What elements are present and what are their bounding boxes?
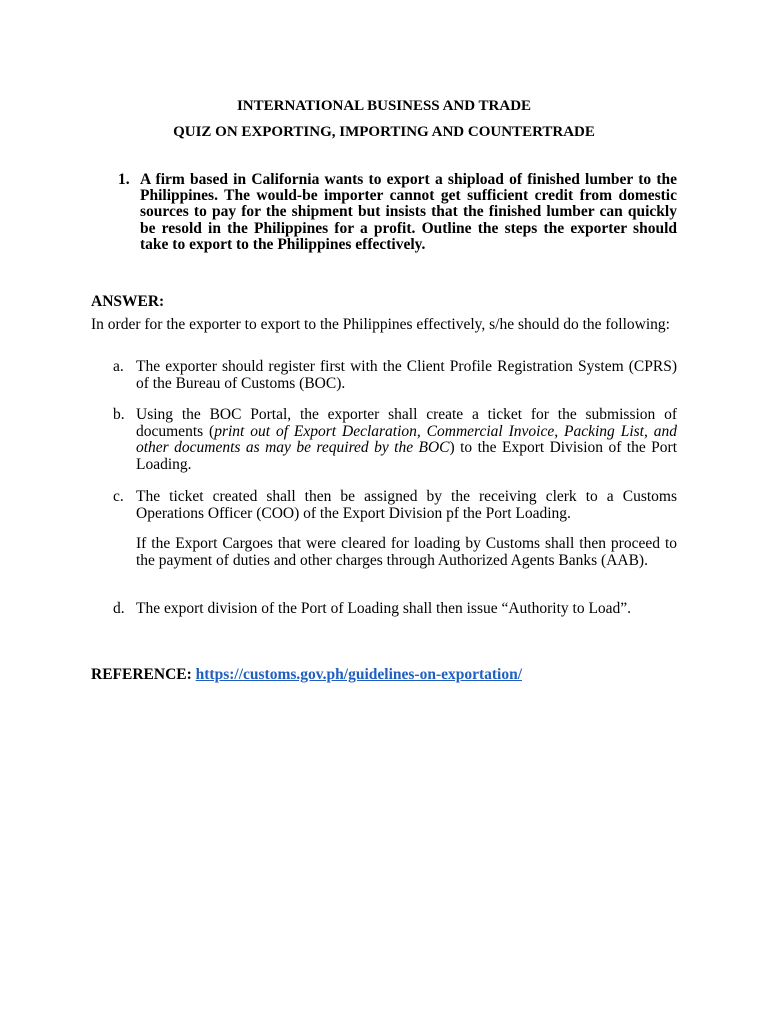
- list-item-letter: c.: [113, 488, 124, 505]
- list-item-text-part: ) to the Export Division of the Port Loading.: [136, 439, 678, 473]
- list-item-text: The export division of the Port of Loading shall then issue “Authority to Load”.: [136, 600, 632, 617]
- document-subtitle: QUIZ ON EXPORTING, IMPORTING AND COUNTERTRADE: [173, 124, 595, 140]
- list-item-text: The ticket created shall then be assigned by the receiving clerk to a Customs Operations Officer (COO) of the Export Division pf the Port Loading.: [136, 488, 677, 522]
- reference-line: [91, 666, 522, 684]
- list-item-letter: d.: [113, 600, 125, 617]
- list-item-text: [136, 407, 677, 473]
- list-item-text-italic: print out of Export Declaration, Commercial Invoice, Packing List, and other documents as may be required by the BOC: [136, 422, 677, 456]
- list-item-letter: a.: [113, 358, 124, 375]
- question-text: A firm based in California wants to export a shipload of finished lumber to the Philippines. The would-be importer cannot get sufficient credit from domestic sources to pay for the shipment but insists that the finished lumber can quickly be resold in the Philippines for a profit. Outline the steps the exporter should take to export to the Philippines effectively.: [140, 171, 677, 253]
- reference-label: REFERENCE:: [91, 666, 192, 683]
- list-item-text: The exporter should register first with the Client Profile Registration System (CPRS) of the Bureau of Customs (BOC).: [136, 358, 677, 392]
- document-title: INTERNATIONAL BUSINESS AND TRADE: [236, 98, 532, 114]
- list-item-text-part: Using the BOC Portal, the exporter shall create a ticket for the submission of documents (: [136, 406, 677, 440]
- answer-intro: In order for the exporter to export to the Philippines effectively, s/he should do the following:: [91, 316, 670, 333]
- question-number: 1.: [118, 171, 130, 188]
- answer-label: ANSWER:: [91, 293, 165, 310]
- list-item-c-paragraph: If the Export Cargoes that were cleared for loading by Customs shall then proceed to the payment of duties and other charges through Authorized Agents Banks (AAB).: [136, 535, 677, 569]
- list-item-letter: b.: [113, 406, 125, 423]
- reference-link[interactable]: https://customs.gov.ph/guidelines-on-exportation/: [195, 666, 523, 683]
